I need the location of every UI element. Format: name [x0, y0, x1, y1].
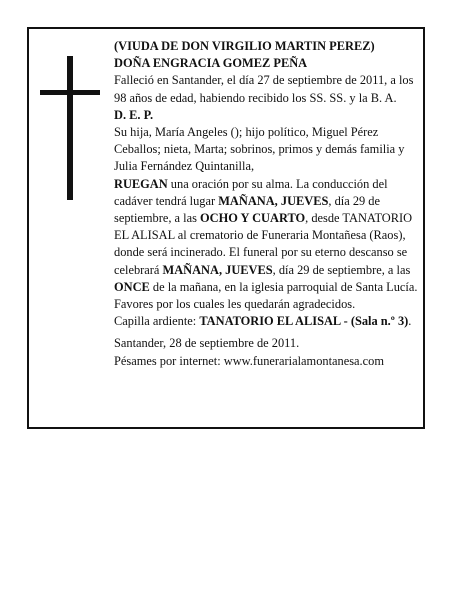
ruegan-word: RUEGAN: [114, 176, 168, 191]
family-line: Su hija, María Angeles (); hijo político, Miguel Pérez Ceballos; nieta, Marta; sobrinos, primos y demás familia y Julia Fernández Quintanilla,: [114, 125, 405, 174]
obituary-notice: [27, 27, 425, 429]
capilla-end: .: [408, 314, 412, 329]
ceremony-paragraph: [114, 176, 418, 296]
ocho-cuarto-time: OCHO Y CUARTO: [200, 211, 306, 226]
death-line: Falleció en Santander, el día 27 de septiembre de 2011, a los 98 años de edad, habiendo recibido los SS. SS. y la B. A.: [114, 73, 414, 105]
deceased-name: DOÑA ENGRACIA GOMEZ PEÑA: [114, 56, 308, 71]
ceremony-text-2: , día 29 de septiembre, a las: [114, 193, 381, 226]
comma-1: ,: [274, 193, 281, 208]
cross-icon: [40, 56, 100, 200]
capilla-label: Capilla ardiente:: [114, 314, 200, 329]
ceremony-text-5: de la mañana, en la iglesia parroquial de Santa Lucía.: [149, 279, 418, 294]
cross-horizontal-bar: [40, 90, 100, 95]
cross-vertical-bar: [67, 56, 73, 200]
manana-word-2: MAÑANA: [162, 262, 219, 277]
notice-text: [114, 38, 418, 370]
place-date-line: Santander, 28 de septiembre de 2011.: [114, 336, 300, 351]
dep-line: D. E. P.: [114, 107, 154, 122]
jueves-word-2: JUEVES: [225, 262, 273, 277]
ceremony-text-4: , día 29 de septiembre, a las: [272, 262, 411, 277]
favores-line: Favores por los cuales les quedarán agradecidos.: [114, 297, 356, 312]
jueves-word-1: JUEVES: [280, 193, 329, 208]
pesames-line: Pésames por internet: www.funerarialamontanesa.com: [114, 353, 384, 368]
ceremony-text-3: , desde TANATORIO EL ALISAL al crematorio de Funeraria Montañesa (Raos), donde será incinerado. El funeral por su eterno descanso se celebrará: [114, 211, 413, 277]
ceremony-text-1: una oración por su alma. La conducción del cadáver tendrá lugar: [114, 176, 388, 208]
once-time: ONCE: [114, 279, 150, 294]
widow-line: (VIUDA DE DON VIRGILIO MARTIN PEREZ): [114, 39, 375, 53]
manana-word-1: MAÑANA: [218, 193, 275, 208]
capilla-line: [114, 313, 418, 330]
comma-2: ,: [218, 262, 226, 277]
capilla-value: TANATORIO EL ALISAL - (Sala n.º 3): [199, 314, 409, 329]
